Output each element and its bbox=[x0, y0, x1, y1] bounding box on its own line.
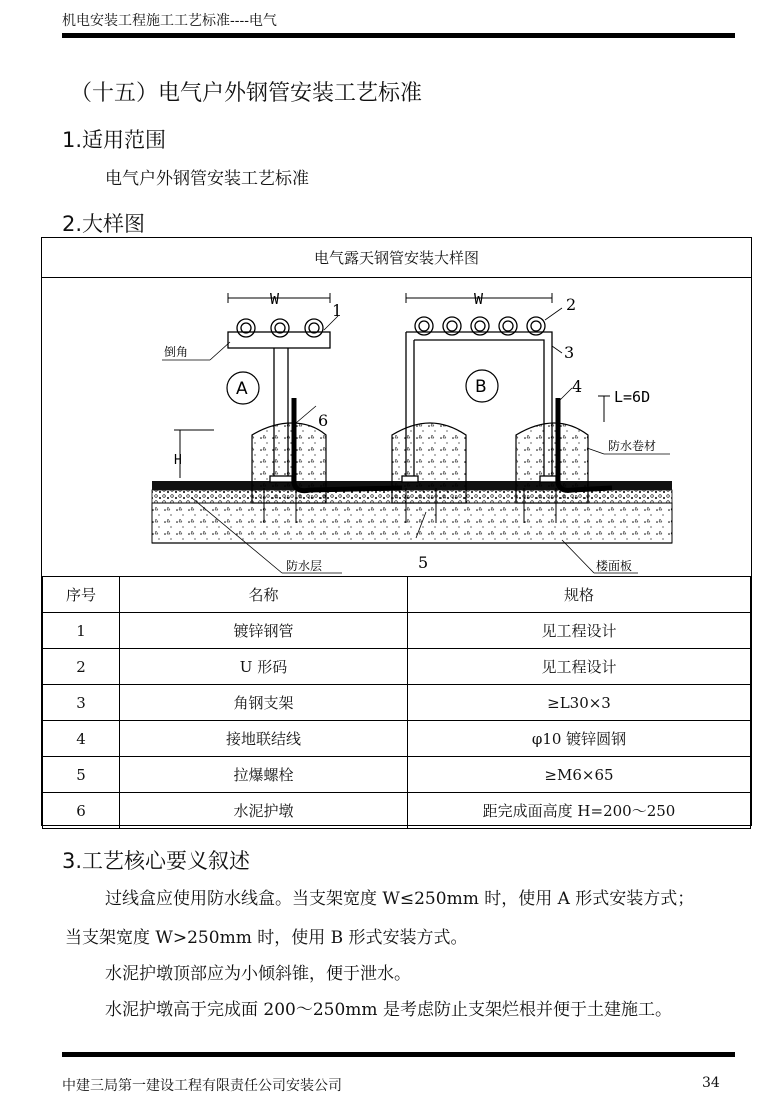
col-header: 规格 bbox=[408, 577, 751, 613]
core-para-2: 水泥护墩顶部应为小倾斜锥，便于泄水。 bbox=[105, 964, 411, 984]
figure-caption: 电气露天钢管安装大样图 bbox=[42, 238, 751, 278]
cell: 角钢支架 bbox=[120, 685, 408, 721]
cell: ≥M6×65 bbox=[408, 757, 751, 793]
callout-2: 2 bbox=[566, 295, 577, 314]
cell: 拉爆螺栓 bbox=[120, 757, 408, 793]
cell: 镀锌钢管 bbox=[120, 613, 408, 649]
table-row bbox=[43, 649, 751, 685]
floor-slab bbox=[152, 503, 672, 543]
cell: 接地联结线 bbox=[120, 721, 408, 757]
cell: 见工程设计 bbox=[408, 613, 751, 649]
marker-a: A bbox=[236, 379, 248, 399]
cell: ≥L30×3 bbox=[408, 685, 751, 721]
cell: 1 bbox=[43, 613, 120, 649]
cell: 3 bbox=[43, 685, 120, 721]
table-row bbox=[43, 793, 751, 829]
callout-5: 5 bbox=[418, 553, 429, 572]
footer-rule bbox=[62, 1052, 735, 1057]
heading-scope: 1.适用范围 bbox=[62, 128, 167, 152]
label-l6d: L=6D bbox=[614, 388, 651, 406]
label-waterproof-layer: 防水层 bbox=[286, 559, 323, 573]
cell: U 形码 bbox=[120, 649, 408, 685]
cell: 5 bbox=[43, 757, 120, 793]
label-membrane: 防水卷材 bbox=[608, 439, 657, 453]
installation-drawing bbox=[42, 278, 751, 576]
cell: φ10 镀锌圆钢 bbox=[408, 721, 751, 757]
marker-b: B bbox=[475, 377, 487, 397]
cell: 水泥护墩 bbox=[120, 793, 408, 829]
header-rule bbox=[62, 33, 735, 38]
heading-core-points: 3.工艺核心要义叙述 bbox=[62, 849, 251, 873]
cell: 距完成面高度 H=200～250 bbox=[408, 793, 751, 829]
detail-figure bbox=[41, 237, 752, 826]
callout-4: 4 bbox=[572, 377, 583, 396]
cell: 6 bbox=[43, 793, 120, 829]
cell: 见工程设计 bbox=[408, 649, 751, 685]
cell: 2 bbox=[43, 649, 120, 685]
cell: 4 bbox=[43, 721, 120, 757]
dim-h: H bbox=[174, 453, 182, 468]
scope-text: 电气户外钢管安装工艺标准 bbox=[105, 169, 309, 189]
cement-pier bbox=[392, 423, 466, 503]
core-para-1: 过线盒应使用防水线盒。当支架宽度 W≤250mm 时，使用 A 形式安装方式； bbox=[105, 889, 695, 909]
callout-3: 3 bbox=[564, 343, 575, 362]
core-para-3: 水泥护墩高于完成面 200～250mm 是考虑防止支架烂根并便于土建施工。 bbox=[105, 1000, 672, 1020]
callout-6: 6 bbox=[318, 411, 329, 430]
core-para-1b: 当支架宽度 W>250mm 时，使用 B 形式安装方式。 bbox=[65, 928, 468, 948]
section-title: （十五）电气户外钢管安装工艺标准 bbox=[70, 81, 423, 106]
page-number: 34 bbox=[702, 1075, 720, 1091]
dim-w-b: W bbox=[474, 290, 484, 308]
col-header: 序号 bbox=[43, 577, 120, 613]
table-row bbox=[43, 685, 751, 721]
spec-table bbox=[42, 576, 751, 829]
label-floor-slab: 楼面板 bbox=[596, 559, 633, 573]
running-header: 机电安装工程施工工艺标准----电气 bbox=[62, 13, 277, 29]
callout-1: 1 bbox=[332, 301, 343, 320]
footer-company: 中建三局第一建设工程有限责任公司安装公司 bbox=[62, 1078, 342, 1094]
table-row bbox=[43, 721, 751, 757]
table-row bbox=[43, 757, 751, 793]
table-row bbox=[43, 613, 751, 649]
heading-detail-drawing: 2.大样图 bbox=[62, 212, 146, 236]
col-header: 名称 bbox=[120, 577, 408, 613]
label-chamfer: 倒角 bbox=[164, 345, 189, 359]
dim-w-a: W bbox=[270, 290, 280, 308]
